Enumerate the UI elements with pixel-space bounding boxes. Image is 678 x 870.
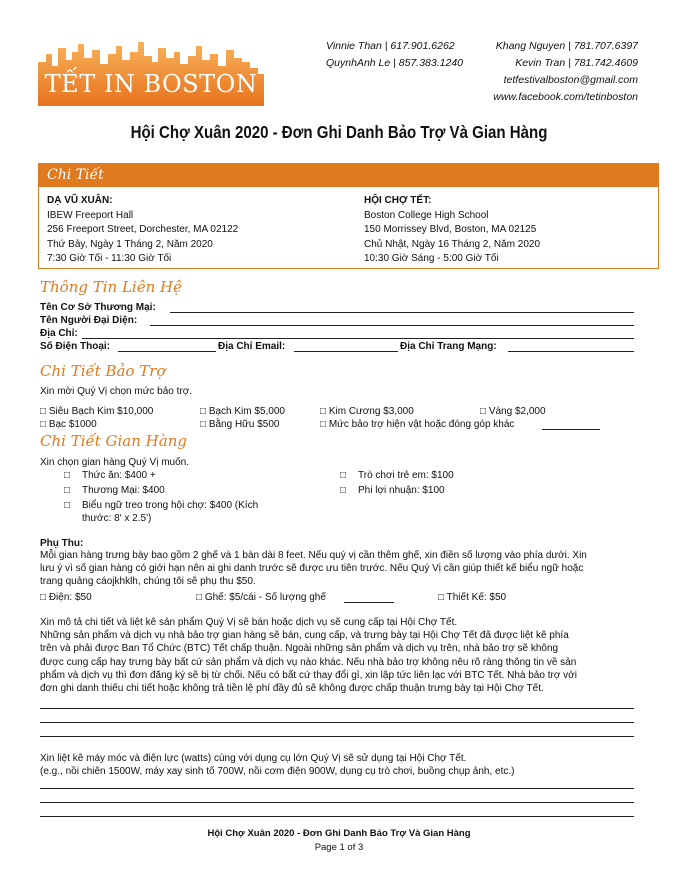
sponsor-silver[interactable]: □ Bạc $1000: [40, 419, 97, 430]
booth-banner-size: thước: 8' x 2.5'): [82, 513, 152, 524]
booth-heading: Chi Tiết Gian Hàng: [40, 432, 187, 450]
phone-field[interactable]: [118, 351, 216, 352]
email-label: Địa Chỉ Email:: [218, 341, 286, 352]
fair-venue: Boston College High School: [364, 209, 489, 221]
fair-date: Chủ Nhật, Ngày 16 Tháng 2, Năm 2020: [364, 238, 541, 250]
products-line-2[interactable]: [40, 722, 634, 723]
booth-kids-games-checkbox[interactable]: □: [340, 470, 347, 481]
booth-kids-games-label: Trò chơi trẻ em: $100: [358, 470, 454, 481]
products-line-3[interactable]: [40, 736, 634, 737]
email-field[interactable]: [294, 351, 398, 352]
sponsor-platinum[interactable]: □ Bạch Kim $5,000: [200, 406, 285, 417]
booth-banner-checkbox[interactable]: □: [64, 500, 71, 511]
booth-commercial-label: Thương Mại: $400: [82, 485, 165, 496]
business-name-field[interactable]: [170, 312, 634, 313]
equipment-paragraph: Xin liệt kê máy móc và điện lực (watts) cùng với dụng cụ lớn Quý Vị sẽ sử dụng tại Hội Chợ Tết. (e.g., nồi chiên 1500W, máy xay sinh tố 700W, nồi cơm điện 900W, dụng cụ trò chơi, buồng chụp ảnh, etc.): [40, 753, 515, 778]
sponsor-in-kind[interactable]: □ Mức bảo trợ hiện vật hoặc đóng góp khác: [320, 419, 515, 430]
equipment-line-3[interactable]: [40, 816, 634, 817]
booth-nonprofit-label: Phi lợi nhuận: $100: [358, 485, 445, 496]
extra-electric-option[interactable]: □ Điện: $50: [40, 592, 92, 603]
extra-chairs-qty-field[interactable]: [344, 602, 394, 603]
booth-food-label: Thức ăn: $400 +: [82, 470, 156, 481]
sponsor-gold[interactable]: □ Vàng $2,000: [480, 406, 546, 417]
contact-email[interactable]: tetfestivalboston@gmail.com: [503, 74, 638, 86]
equipment-line-2[interactable]: [40, 802, 634, 803]
booth-banner-label: Biểu ngữ treo trong hội chợ: $400 (Kích: [82, 500, 259, 511]
gala-venue: IBEW Freeport Hall: [47, 209, 134, 221]
contact-quynhanh: QuynhAnh Le | 857.383.1240: [326, 57, 464, 69]
sponsor-diamond[interactable]: □ Kim Cương $3,000: [320, 406, 414, 417]
page-number: Page 1 of 3: [314, 842, 364, 853]
page-title: Hội Chợ Xuân 2020 - Đơn Ghi Danh Bảo Trợ Và Gian Hàng: [130, 122, 548, 142]
gala-details: [47, 194, 238, 267]
address-field[interactable]: [82, 338, 634, 339]
details-heading: Chi Tiết: [39, 164, 658, 187]
address-label: Địa Chỉ:: [40, 328, 78, 339]
contact-khang: Khang Nguyen | 781.707.6397: [495, 40, 638, 52]
sponsor-intro: Xin mời Quý Vị chọn mức bảo trợ.: [40, 386, 193, 397]
contact-list-left: [326, 38, 463, 72]
equipment-line-1[interactable]: [40, 788, 634, 789]
booth-commercial-checkbox[interactable]: □: [64, 485, 71, 496]
details-box: [38, 163, 659, 269]
sponsor-friend[interactable]: □ Bằng Hữu $500: [200, 419, 280, 430]
booth-nonprofit-checkbox[interactable]: □: [340, 485, 347, 496]
fair-time: 10:30 Giờ Sáng - 5:00 Giờ Tối: [364, 253, 499, 264]
website-field[interactable]: [508, 351, 634, 352]
contact-list-right: [493, 38, 638, 106]
booth-food-checkbox[interactable]: □: [64, 470, 71, 481]
website-label: Địa Chỉ Trang Mạng:: [400, 341, 497, 352]
contact-vinnie: Vinnie Than | 617.901.6262: [326, 40, 455, 52]
booth-intro: Xin chọn gian hàng Quý Vị muốn.: [40, 457, 189, 468]
representative-field[interactable]: [150, 325, 634, 326]
gala-time: 7:30 Giờ Tối - 11:30 Giờ Tối: [47, 253, 172, 264]
contact-facebook[interactable]: www.facebook.com/tetinboston: [493, 91, 638, 103]
extra-design-option[interactable]: □ Thiết Kế: $50: [438, 592, 507, 603]
logo-text: TẾT IN BOSTON: [44, 70, 258, 98]
gala-address: 256 Freeport Street, Dorchester, MA 02122: [47, 224, 239, 235]
gala-date: Thứ Bảy, Ngày 1 Tháng 2, Năm 2020: [47, 238, 213, 250]
extra-heading: Phụ Thu:: [40, 538, 84, 549]
contact-info-heading: Thông Tin Liên Hệ: [40, 278, 182, 296]
phone-label: Số Điện Thoại:: [40, 341, 111, 352]
sponsor-in-kind-field[interactable]: [542, 429, 600, 430]
logo: [38, 40, 264, 106]
extra-paragraph: Mỗi gian hàng trưng bày bao gồm 2 ghế và 1 bàn dài 8 feet. Nếu quý vị cần thêm ghế, xin điền số lượng vào phía dưới. Xin lưu ý vì số gian hàng có giới hạn nên ai ghi danh trước sẽ được ưu tiên trước. Nếu Quý Vị cần giúp thiết kế biểu ngữ hoặc trang quảng cáojkhklh, chúng tôi sẽ phụ thu $50.: [40, 550, 587, 588]
products-line-1[interactable]: [40, 708, 634, 709]
sponsor-heading: Chi Tiết Bảo Trợ: [40, 362, 166, 380]
contact-kevin: Kevin Tran | 781.742.4609: [515, 57, 638, 69]
fair-details: [364, 194, 540, 267]
sponsor-super-platinum[interactable]: □ Siêu Bạch Kim $10,000: [40, 406, 154, 417]
footer-title: Hội Chợ Xuân 2020 - Đơn Ghi Danh Bảo Trợ Và Gian Hàng: [207, 828, 471, 839]
gala-label: DẠ VŨ XUÂN:: [47, 195, 113, 206]
representative-label: Tên Người Đại Diện:: [40, 315, 138, 326]
business-name-label: Tên Cơ Sở Thương Mại:: [40, 302, 156, 313]
fair-address: 150 Morrissey Blvd, Boston, MA 02125: [364, 224, 537, 235]
footer: [0, 827, 678, 855]
products-description-paragraph: Xin mô tả chi tiết và liệt kê sản phẩm Quý Vị sẽ bán hoặc dịch vụ sẽ cung cấp tại Hội Chợ Tết. Những sản phẩm và dịch vụ nhà bảo trợ gian hàng sẽ bán, cung cấp, và trưng bày tại Hội Chợ Tết đã được liệt kê phía trên và phải được Ban Tổ Chức (BTC) Tết chấp thuận. Ngoài những sản phẩm và dịch vụ trên, nhà bảo trợ sẽ không được cung cấp hay trưng bày bất cứ sản phẩm và dịch vụ nào khác. Nếu nhà bảo trợ không nêu rõ ràng thông tin về sản phẩm và dịch vụ thì đơn đăng ký sẽ bị từ chối. Nếu có bất cứ thay đổi gì, xin lập tức liên lạc với BTC Tết. Nhà bảo trợ với đơn ghi danh thiếu chi tiết hoặc không trả tiền lệ phí đầy đủ sẽ không được chấp thuận trưng bày tại Hội Chợ Tết.: [40, 617, 577, 695]
fair-label: HỘI CHỢ TẾT:: [364, 195, 432, 206]
extra-chairs-option[interactable]: □ Ghế: $5/cái - Số lượng ghế: [196, 592, 326, 603]
